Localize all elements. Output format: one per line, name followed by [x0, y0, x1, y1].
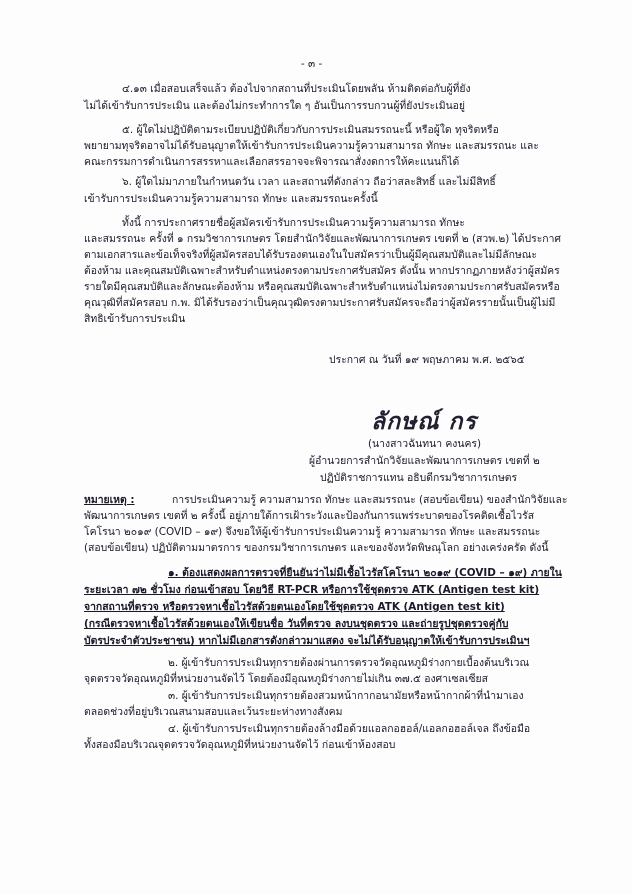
remark-line: โคโรนา ๒๐๑๙ (COVID – ๑๙) จึงขอให้ผู้เข้ารับการประเมินความรู้ ความสามารถ ทักษะ และสมรรถนะ	[84, 526, 541, 538]
announcement-date: ประกาศ ณ วันที่ ๑๙ พฤษภาคม พ.ศ. ๒๕๖๕	[329, 354, 525, 366]
paragraph-line: สิทธิเข้ารับการประเมิน	[84, 313, 186, 325]
signatory-acting-title: ปฏิบัติราชการแทน อธิบดีกรมวิชาการเกษตร	[320, 472, 518, 484]
paragraph-line: รายใดมีคุณสมบัติและลักษณะต้องห้าม หรือคุณสมบัติเฉพาะสำหรับตำแหน่งไม่ตรงตามประกาศรับสมัครหรือ	[84, 281, 560, 293]
remark-line: พัฒนาการเกษตร เขตที่ ๒ ครั้งนี้ อยู่ภายใต้การเฝ้าระวังและป้องกันการแพร่ระบาดของโรคติดเชื้อไวรัส	[84, 510, 535, 522]
signatory-name: (นางสาวฉันทนา คงนคร)	[368, 438, 482, 450]
paragraph-line: ต้องห้าม และคุณสมบัติเฉพาะสำหรับตำแหน่งตรงตามประกาศรับสมัคร ดังนั้น หากปรากฏภายหลังว่าผู้สมัคร	[84, 265, 560, 277]
remark-item-2-line: จุดตรวจวัดอุณหภูมิที่หน่วยงานจัดไว้ โดยต้องมีอุณหภูมิร่างกายไม่เกิน ๓๗.๕ องศาเซลเซียส	[84, 673, 488, 685]
paragraph-line: ทั้งนี้ การประกาศรายชื่อผู้สมัครเข้ารับการประเมินความรู้ความสามารถ ทักษะ	[122, 217, 465, 229]
remark-item-1-line: (กรณีตรวจหาเชื้อไวรัสด้วยตนเองให้เขียนชื่อ วันที่ตรวจ ลงบนชุดตรวจ และถ่ายรูปชุดตรวจคู่กับ	[84, 618, 509, 630]
remark-item-4-line: ทั้งสองมือบริเวณจุดตรวจวัดอุณหภูมิที่หน่วยงานจัดไว้ ก่อนเข้าห้องสอบ	[84, 739, 396, 751]
remark-item-1-line: จากสถานที่ตรวจ หรือตรวจหาเชื้อไวรัสด้วยตนเองโดยใช้ชุดตรวจ ATK (Antigen test kit)	[84, 601, 505, 613]
paragraph-line: และสมรรถนะ ครั้งที่ ๑ กรมวิชาการเกษตร โดยสำนักวิจัยและพัฒนาการเกษตร เขตที่ ๒ (สวพ.๒) ได้ประกาศ	[84, 233, 561, 245]
paragraph-line: คุณวุฒิที่สมัครสอบ ก.พ. มิได้รับรองว่าเป็นคุณวุฒิตรงตามประกาศรับสมัครจะถือว่าผู้สมัครรายนั้นเป็นผู้ไม่มี	[84, 297, 556, 309]
remark-item-1-line: ระยะเวลา ๗๒ ชั่วโมง ก่อนเข้าสอบ โดยวิธี RT-PCR หรือการใช้ชุดตรวจ ATK (Antigen test kit)	[84, 584, 540, 596]
remark-line: (สอบข้อเขียน) ปฏิบัติตามมาตรการ ของกรมวิชาการเกษตร และของจังหวัดพิษณุโลก อย่างเคร่งครัด ดังนี้	[84, 542, 549, 554]
remark-item-3-line: ตลอดช่วงที่อยู่บริเวณสนามสอบและเว้นระยะห่างทางสังคม	[84, 706, 343, 718]
remark-label: หมายเหตุ :	[84, 494, 135, 506]
paragraph-line: คณะกรรมการดำเนินการสรรหาและเลือกสรรอาจจะพิจารณาสั่งงดการให้คะแนนก็ได้	[84, 156, 460, 168]
remark-item-4-line: ๔. ผู้เข้ารับการประเมินทุกรายต้องล้างมือด้วยแอลกอฮอล์/แอลกอฮอล์เจล ถึงข้อมือ	[168, 723, 531, 735]
paragraph-line: ๖. ผู้ใดไม่มาภายในกำหนดวัน เวลา และสถานที่ดังกล่าว ถือว่าสละสิทธิ์ และไม่มีสิทธิ์	[122, 176, 496, 188]
signature: ลักษณ์ กร	[371, 408, 477, 435]
remark-item-2-line: ๒. ผู้เข้ารับการประเมินทุกรายต้องผ่านการตรวจวัดอุณหภูมิร่างกายเบื้องต้นบริเวณ	[168, 657, 530, 669]
paragraph-line: ไม่ได้เข้ารับการประเมิน และต้องไม่กระทำการใด ๆ อันเป็นการรบกวนผู้ที่ยังประเมินอยู่	[84, 100, 466, 112]
remark-item-1-line: ๑. ต้องแสดงผลการตรวจที่ยืนยันว่าไม่มีเชื้อไวรัสโคโรนา ๒๐๑๙ (COVID – ๑๙) ภายใน	[168, 567, 562, 579]
remark-item-1-line: บัตรประจำตัวประชาชน) หากไม่มีเอกสารดังกล่าวมาแสดง จะไม่ได้รับอนุญาตให้เข้ารับการประเมินฯ	[84, 635, 530, 647]
remark-line: การประเมินความรู้ ความสามารถ ทักษะ และสมรรถนะ (สอบข้อเขียน) ของสำนักวิจัยและ	[172, 494, 568, 506]
paragraph-line: ๕. ผู้ใดไม่ปฏิบัติตามระเบียบปฏิบัติเกี่ยวกับการประเมินสมรรถนะนี้ หรือผู้ใด ทุจริตหรือ	[122, 124, 499, 136]
paragraph-line: พยายามทุจริตอาจไม่ได้รับอนุญาตให้เข้ารับการประเมินความรู้ความสามารถ ทักษะ และสมรรถนะ และ	[84, 140, 539, 152]
signatory-title: ผู้อำนวยการสำนักวิจัยและพัฒนาการเกษตร เขตที่ ๒	[309, 455, 540, 467]
paragraph-line: ตามเอกสารและข้อเท็จจริงที่ผู้สมัครสอบได้รับรองตนเองในใบสมัครว่าเป็นผู้มีคุณสมบัติและไม่มีลักษณะ	[84, 249, 537, 261]
paragraph-line: ๔.๑๓ เมื่อสอบเสร็จแล้ว ต้องไปจากสถานที่ประเมินโดยพลัน ห้ามติดต่อกับผู้ที่ยัง	[122, 83, 471, 95]
page-number: - ๓ -	[301, 58, 323, 70]
paragraph-line: เข้ารับการประเมินความรู้ความสามารถ ทักษะ และสมรรถนะครั้งนี้	[84, 193, 378, 205]
remark-item-3-line: ๓. ผู้เข้ารับการประเมินทุกรายต้องสวมหน้ากากอนามัยหรือหน้ากากผ้าที่นำมาเอง	[168, 690, 524, 702]
